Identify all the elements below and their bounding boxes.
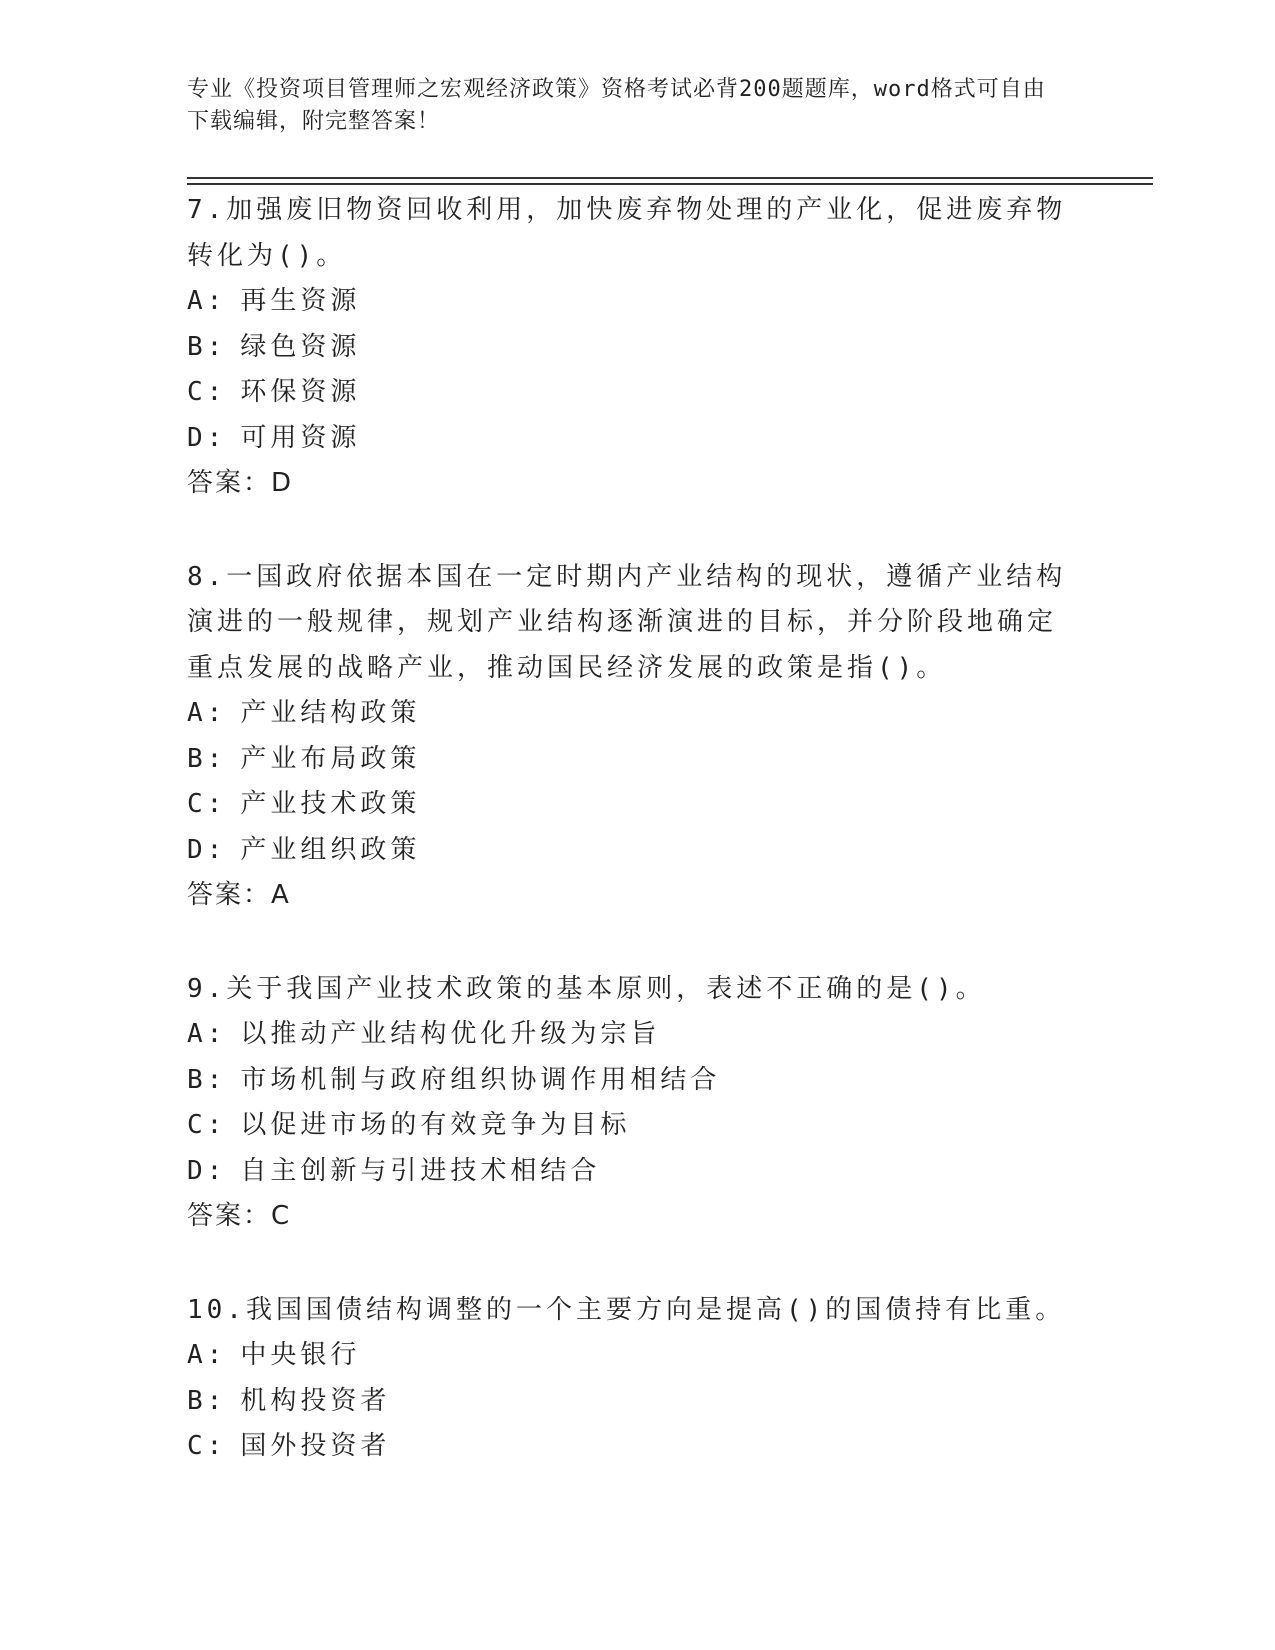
option-letter: C: — [187, 789, 227, 819]
question-9 — [187, 967, 1067, 1240]
option-d — [187, 828, 1067, 874]
answer-line: 答案：A — [187, 880, 291, 910]
question-10 — [187, 1288, 1067, 1470]
option-b — [187, 737, 1067, 783]
option-c — [187, 1103, 1067, 1149]
option-letter: B: — [187, 1064, 227, 1095]
question-stem: 8.一国政府依据本国在一定时期内产业结构的现状，遵循产业结构演进的一般规律，规划产业结构逐渐演进的目标，并分阶段地确定重点发展的战略产业，推动国民经济发展的政策是指()。 — [187, 561, 1067, 683]
option-letter: A: — [187, 1019, 227, 1049]
option-text: 环保资源 — [240, 377, 361, 407]
option-text: 国外投资者 — [240, 1431, 391, 1461]
option-text: 产业技术政策 — [240, 789, 421, 819]
option-letter: C: — [187, 377, 227, 407]
option-c — [187, 370, 1067, 416]
option-c — [187, 1424, 1067, 1470]
option-a — [187, 691, 1067, 737]
option-letter: B: — [187, 1385, 227, 1416]
question-gap — [187, 1240, 1067, 1288]
option-letter: A: — [187, 698, 227, 728]
option-text: 产业结构政策 — [240, 698, 421, 728]
option-text: 可用资源 — [240, 422, 361, 453]
question-stem: 10.我国国债结构调整的一个主要方向是提高()的国债持有比重。 — [187, 1294, 1066, 1325]
question-gap — [187, 919, 1067, 967]
answer-line: 答案：D — [187, 468, 294, 498]
option-text: 中央银行 — [240, 1340, 361, 1370]
page-header: 专业《投资项目管理师之宏观经济政策》资格考试必背200题题库，word格式可自由下载编辑，附完整答案！ — [187, 77, 1046, 134]
header-rule-top — [187, 177, 1153, 179]
option-b — [187, 1379, 1067, 1425]
question-8 — [187, 555, 1067, 919]
option-text: 市场机制与政府组织协调作用相结合 — [240, 1064, 721, 1095]
option-c — [187, 782, 1067, 828]
option-letter: C: — [187, 1110, 227, 1140]
option-b — [187, 1058, 1067, 1104]
option-letter: B: — [187, 331, 227, 362]
question-7 — [187, 188, 1067, 507]
question-gap — [187, 507, 1067, 555]
option-text: 产业组织政策 — [240, 834, 421, 865]
option-letter: D: — [187, 1155, 227, 1186]
option-d — [187, 1149, 1067, 1195]
question-list — [187, 188, 1067, 1470]
option-text: 产业布局政策 — [240, 743, 421, 774]
option-text: 以推动产业结构优化升级为宗旨 — [240, 1019, 661, 1049]
header-rule-bottom — [187, 183, 1153, 185]
option-letter: D: — [187, 422, 227, 453]
option-letter: A: — [187, 286, 227, 316]
question-stem: 7.加强废旧物资回收利用，加快废弃物处理的产业化，促进废弃物转化为()。 — [187, 195, 1067, 271]
option-text: 绿色资源 — [240, 331, 361, 362]
option-b — [187, 325, 1067, 371]
option-text: 再生资源 — [240, 286, 361, 316]
question-stem: 9.关于我国产业技术政策的基本原则，表述不正确的是()。 — [187, 973, 986, 1004]
option-a — [187, 1012, 1067, 1058]
answer-line: 答案：C — [187, 1201, 292, 1231]
option-a — [187, 279, 1067, 325]
option-a — [187, 1333, 1067, 1379]
option-letter: C: — [187, 1431, 227, 1461]
option-d — [187, 416, 1067, 462]
option-text: 自主创新与引进技术相结合 — [240, 1155, 601, 1186]
option-letter: A: — [187, 1340, 227, 1370]
option-text: 机构投资者 — [240, 1385, 391, 1416]
option-letter: B: — [187, 743, 227, 774]
option-text: 以促进市场的有效竞争为目标 — [240, 1110, 631, 1140]
option-letter: D: — [187, 834, 227, 865]
